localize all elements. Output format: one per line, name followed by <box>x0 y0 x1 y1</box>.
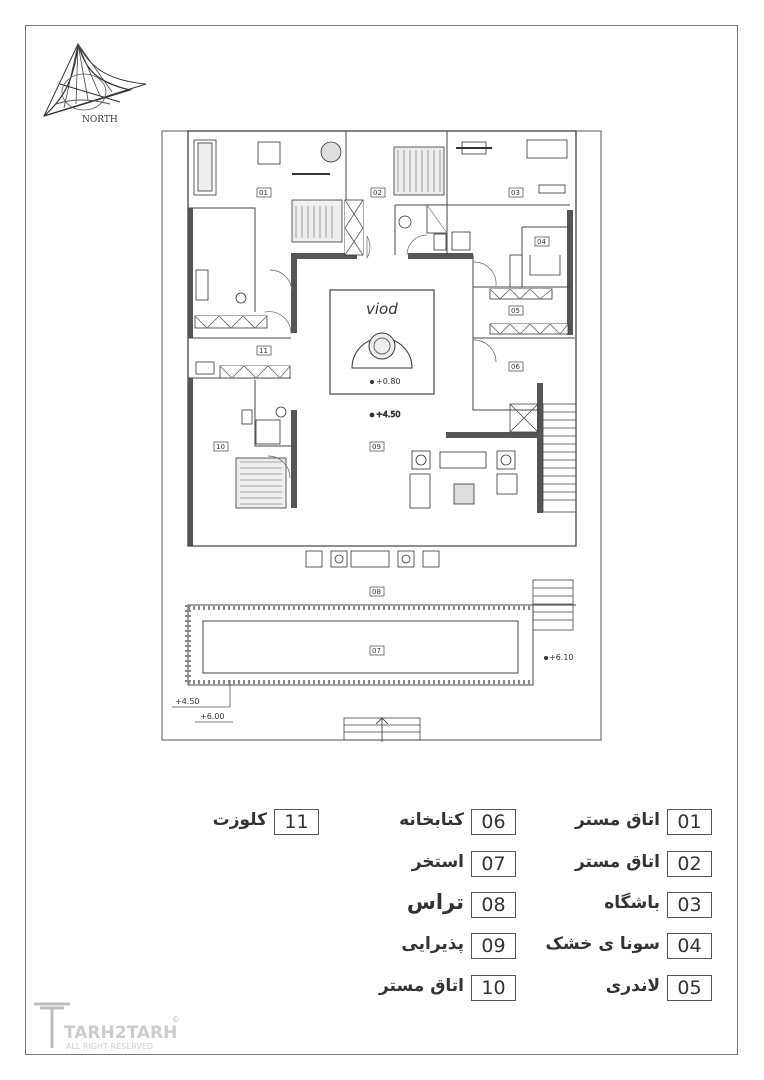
room-tag-06 <box>509 362 523 371</box>
svg-text:02: 02 <box>373 189 382 197</box>
room-tag-05 <box>509 306 523 315</box>
room-04-sauna-fixtures <box>510 255 560 287</box>
pool-level: +6.10 <box>549 653 574 662</box>
legend-label: پذیرایی <box>401 934 464 954</box>
legend-number: 10 <box>471 975 516 1001</box>
legend-number: 11 <box>274 809 319 835</box>
legend-number: 04 <box>667 933 712 959</box>
room-tag-02 <box>371 188 385 197</box>
pool <box>188 605 574 685</box>
legend-number: 01 <box>667 809 712 835</box>
svg-text:07: 07 <box>372 647 381 655</box>
legend-item-04 <box>545 933 712 961</box>
svg-text:09: 09 <box>372 443 381 451</box>
site-lower-level: +4.50 <box>175 697 200 706</box>
legend-item-09 <box>380 933 516 961</box>
legend-number: 07 <box>471 851 516 877</box>
brand-tagline: ALL RIGHT RESERVED <box>66 1042 154 1051</box>
room-03-gym-equipment <box>456 140 567 193</box>
legend-label: اتاق مستر <box>574 810 660 830</box>
legend-label: سونا ی خشک <box>545 934 660 954</box>
legend-number: 02 <box>667 851 712 877</box>
legend-item-05 <box>550 975 712 1003</box>
site-levels <box>172 680 233 722</box>
svg-text:03: 03 <box>511 189 520 197</box>
legend-label: استخر <box>411 852 464 872</box>
legend-item-02 <box>550 851 712 879</box>
legend-item-06 <box>380 809 516 837</box>
room-tag-10 <box>214 442 228 451</box>
legend-item-07 <box>380 851 516 879</box>
svg-text:10: 10 <box>216 443 225 451</box>
brand-logo <box>30 1000 190 1056</box>
living-room-furniture <box>370 410 517 508</box>
room-10-furniture <box>236 407 286 508</box>
void-label: viod <box>366 300 398 318</box>
room-11-closet-shelving <box>195 270 290 378</box>
svg-text:05: 05 <box>511 307 520 315</box>
svg-text:01: 01 <box>259 189 268 197</box>
legend-number: 03 <box>667 892 712 918</box>
brand-mark-icon <box>30 1000 190 1052</box>
legend-item-01 <box>550 809 712 837</box>
legend-label: تراس <box>406 890 464 914</box>
room-05-laundry-counters <box>490 289 568 334</box>
entrance-steps <box>344 718 420 742</box>
room-tag-09 <box>370 442 384 451</box>
svg-text:08: 08 <box>372 588 381 596</box>
room-tag-11 <box>257 346 271 355</box>
legend-label: اتاق مستر <box>574 852 660 872</box>
room-tag-03 <box>509 188 523 197</box>
legend-item-11 <box>205 809 319 837</box>
void-area <box>330 290 434 394</box>
legend-label: باشگاه <box>604 893 660 913</box>
legend-label: کلوزت <box>212 810 267 830</box>
legend-number: 06 <box>471 809 516 835</box>
void-level: +0.80 <box>376 377 401 386</box>
legend-item-08 <box>380 892 516 920</box>
legend-label: لاندری <box>605 976 660 996</box>
room-tag-01 <box>257 188 271 197</box>
hall-level: +4.50 <box>376 410 401 419</box>
brand-copyright: © <box>172 1015 180 1024</box>
site-upper-level: +6.00 <box>200 712 225 721</box>
svg-text:06: 06 <box>511 363 520 371</box>
legend-item-03 <box>550 892 712 920</box>
room-01-furniture <box>194 140 363 255</box>
terrace-furniture <box>306 551 439 567</box>
room-02-furniture <box>394 147 470 250</box>
legend-label: کتابخانه <box>399 810 464 830</box>
svg-text:11: 11 <box>259 347 268 355</box>
brand-name: TARH2TARH <box>64 1023 178 1043</box>
room-tag-04 <box>535 237 549 246</box>
legend-number: 09 <box>471 933 516 959</box>
legend-number: 05 <box>667 975 712 1001</box>
legend-label: اتاق مستر <box>378 976 464 996</box>
legend-item-10 <box>380 975 516 1003</box>
north-compass-icon <box>44 44 146 125</box>
room-tag-07 <box>370 646 384 655</box>
north-label: NORTH <box>82 115 118 125</box>
svg-text:04: 04 <box>537 238 546 246</box>
legend-number: 08 <box>471 892 516 918</box>
room-tag-08 <box>370 587 384 596</box>
